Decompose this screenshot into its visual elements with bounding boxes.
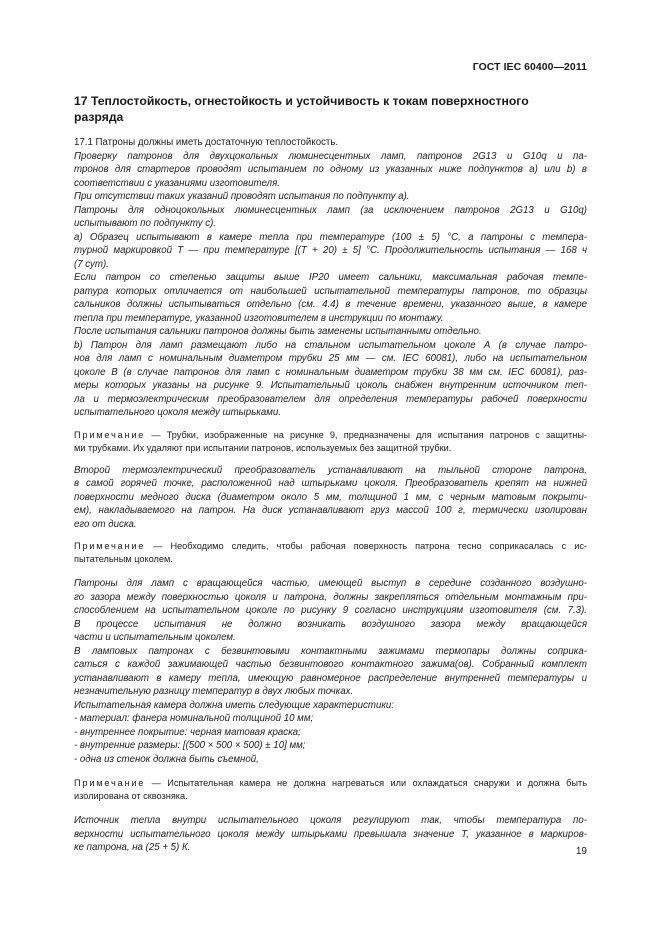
text-line: саться с каждой зажимающей частью безвинтового контактного зажима(ов). Собранный комплект [74,659,587,670]
text-line: тепла при температуре, указанной изготовителем в инструкции по монтажу. [74,312,444,324]
paragraph [74,699,587,713]
paragraph [74,814,587,855]
paragraph [74,231,587,272]
text-line: Если патрон со степенью защиты выше IP20 имеет сальники, максимальная рабочая темпе- [74,272,587,283]
text-line: его от диска. [74,518,137,530]
text-line: изолирована от сквозняка. [74,791,188,801]
note-text: — Трубки, изображенные на рисунке 9, предназначены для испытания патронов с защитны- [145,429,587,440]
text-line: При отсутствии таких указаний проводят испытания по подпункту а). [74,191,410,202]
note [74,429,587,455]
text-line: цоколе В (в случае патронов для ламп с номинальным диаметром трубки 38 мм см. IEC 60081), раз- [74,366,587,378]
text-line: способлением на испытательном цоколе по рисунку 9 согласно инструкциям изготовителя (см. 7.3). [74,605,587,616]
text-line: ратура которых отличается от наибольшей испытательной температуры патронов, то образцы [74,285,587,297]
paragraph [74,464,587,532]
text-line: устанавливают в камеру тепла, имеющую равномерное распределение внутренней температуры и [74,672,587,684]
text-line: ми трубками. Их удаляют при испытании патронов, используемых без защитной трубки. [74,442,452,453]
list-item: - внутреннее покрытие: черная матовая краска; [74,726,301,738]
note [74,540,587,566]
note-text: — Необходимо следить, чтобы рабочая поверхность патрона тесно соприкасалась с ис- [145,541,587,551]
paragraph [74,136,587,150]
document-body [74,136,587,855]
paragraph [74,577,587,618]
text-line: нов для ламп с номинальным диаметром трубки 25 мм — см. IEC 60081), либо на испытательном [74,353,587,364]
section-title-line: 17 Теплостойкость, огнестойкость и устойчивость к токам поверхностного [74,94,529,108]
text-line: пытательным цоколем. [74,554,173,564]
text-line: В ламповых патронах с безвинтовыми контактными зажимами термопары должны соприка- [74,645,587,657]
text-line: В процессе испытания не должно возникать воздушного зазора между вращающейся [74,618,587,630]
text-line: (7 сут). [74,258,109,270]
text-line: поверхности медного диска (диаметром около 5 мм, толщиной 1 мм, с черным матовым покрыти- [74,491,587,503]
text-line: Патроны для ламп с вращающейся частью, имеющей выступ в середине созданного воздушно- [74,578,587,589]
text-line: а) Образец испытывают в камере тепла при температуре (100 ± 5) °С, а патроны с темпера- [74,231,587,243]
text-line: меры которых указаны на рисунке 9. Испытательный цоколь снабжен внутренним источником теп- [74,380,587,391]
paragraph [74,645,587,699]
text-line: незначительную разницу температур в двух любых точках. [74,686,354,697]
bullet-list [74,712,587,766]
text-line: Источник тепла внутри испытательного цоколя регулируют так, чтобы температура по- [74,815,587,826]
text-line: Проверку патронов для двухцокольных люминесцентных ламп, патронов 2G13 и G10q и па- [74,150,587,162]
section-title-line: разряда [74,110,124,124]
list-item: - материал: фанера номинальной толщиной 10 мм; [74,713,314,724]
list-item: - внутренние размеры: [(500 × 500 × 500) ± 10] мм; [74,740,306,751]
text-line [74,777,587,790]
text-line: После испытания сальники патронов должны быть заменены испытанными отдельно. [74,326,482,337]
text-line: ем), накладываемого на патрон. На диск устанавливают груз массой 100 г, термически изолирован [74,505,587,516]
text-line: испытывают по подпункту с). [74,218,216,229]
text-line [74,429,587,442]
paragraph [74,618,587,645]
page-number: 19 [575,846,587,857]
note-text: — Испытательная камера не должна нагреваться или охлаждаться снаружи и должна быть [145,778,587,788]
text-line: Патроны для одноцокольных люминесцентных ламп (за исключением патронов 2G13 и G10q) [74,204,587,216]
text-line: сальников должны испытываться отдельно (см. 4.4) в течение времени, указанного выше, в камере [74,299,587,310]
text-line: ла и термоэлектрическим преобразователем для определения температуры рабочей поверхности [74,393,587,405]
text-line: Второй термоэлектрический преобразователь устанавливают на тыльной стороне патрона, [74,464,587,476]
paragraph [74,325,587,339]
note-label: Примечание [74,541,146,551]
paragraph [74,271,587,325]
text-line: верхности испытательного цоколя между штырьками превышала значение Т, указанное в маркиров- [74,828,587,840]
note-label: Примечание [74,429,146,440]
paragraph [74,204,587,231]
paragraph [74,150,587,191]
text-line: Испытательная камера должна иметь следующие характеристики: [74,699,394,711]
text-line: части и испытательным цоколем. [74,632,236,643]
text-line: го зазора между поверхностью цоколя и патрона, должны закрепляться отдельным монтажным при- [74,591,587,603]
text-line: испытательного цоколя между штырьками. [74,407,281,418]
text-line: ке патрона, на (25 + 5) К. [74,842,191,853]
text-line: 17.1 Патроны должны иметь достаточную теплостойкость. [74,137,339,148]
text-line: b) Патрон для ламп размещают либо на стальном испытательном цоколе А (в случае патро- [74,339,587,351]
paragraph [74,190,587,204]
text-line: турной маркировкой Т — при температуре [(Т + 20) ± 5] °С. Продолжительность испытания — 168 ч [74,245,587,256]
paragraph [74,339,587,420]
document-code-header: ГОСТ IEC 60400—2011 [472,62,587,73]
text-line: в самой горячей точке, расположенной над штырьками цоколя. Преобразователь крепят на нижней [74,478,587,489]
note [74,777,587,803]
list-item: - одна из стенок должна быть съемной, [74,753,259,765]
text-line: тронов для стартеров проводят испытанием по одному из указанных ниже подпунктов a) или b) в [74,164,587,175]
note-label: Примечание [74,778,146,788]
text-line: соответствии с указаниями изготовителя. [74,177,280,189]
text-line [74,540,587,553]
section-title [74,93,594,125]
